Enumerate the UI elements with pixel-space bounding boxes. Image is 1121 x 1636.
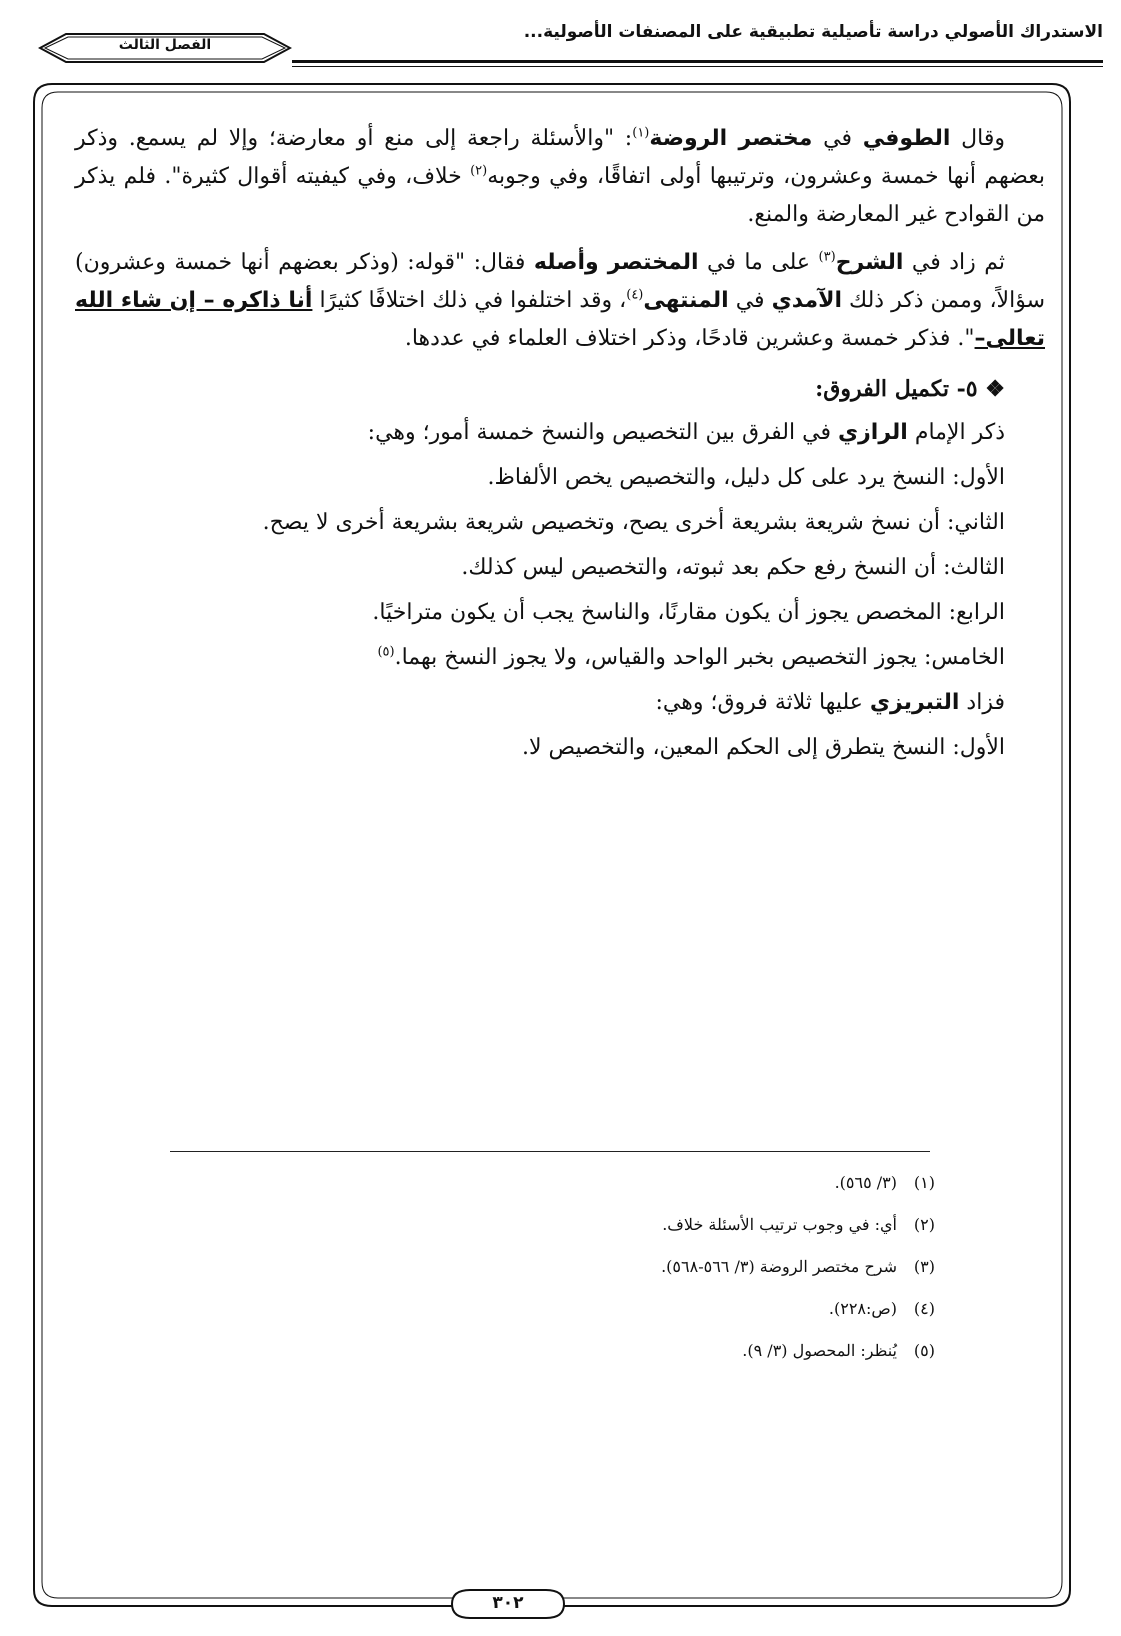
footnote-item: (٥)يُنظر: المحصول (٣/ ٩). (742, 1341, 935, 1360)
running-title: الاستدراك الأصولي دراسة تأصيلية تطبيقية على المصنفات الأصولية... (523, 22, 1103, 42)
list-item: الأول: النسخ يتطرق إلى الحكم المعين، والتخصيص لا. (521, 735, 1005, 760)
footnote-separator (170, 1151, 930, 1152)
footnote-item: (١)(٣/ ٥٦٥). (834, 1173, 935, 1192)
paragraph-razi: ذكر الإمام الرازي في الفرق بين التخصيص والنسخ خمسة أمور؛ وهي: (367, 420, 1005, 445)
page-number: ٣٠٢ (492, 1593, 524, 1613)
footnote-ref-2[interactable]: (٢) (470, 163, 488, 179)
header-rule-thin (292, 66, 1103, 67)
footnotes (100, 1172, 935, 1382)
footnote-ref-3[interactable]: (٣) (818, 249, 836, 265)
list-item: فزاد التبريزي عليها ثلاثة فروق؛ وهي: (655, 690, 1005, 715)
footnote-item: (٤)(ص:٢٢٨). (828, 1299, 935, 1318)
footnote-item: (٣)شرح مختصر الروضة (٣/ ٥٦٦-٥٦٨). (661, 1257, 935, 1276)
footnote-ref-1[interactable]: (١) (632, 125, 650, 141)
page-body (75, 120, 1045, 774)
header-rule (292, 60, 1103, 63)
list-item: الأول: النسخ يرد على كل دليل، والتخصيص يخص الألفاظ. (487, 465, 1005, 490)
paragraph-tufi: وقال الطوفي في مختصر الروضة$^{(١)}$: "والأسئلة راجعة إلى منع أو معارضة؛ وإلا لم يسمع. وذكر بعضهم أنها خمسة وعشرون، وترتيبها أولى اتفاقًا، وفي وجوبه$^{(٢)}$ خلاف، وفي كيفيته أقوال كثيرة". فلم يذكر من القوادح غير المعارضة والمنع. (75, 125, 1045, 227)
list-item: الثالث: أن النسخ رفع حكم بعد ثبوته، والتخصيص ليس كذلك. (461, 555, 1005, 580)
footnote-ref-4[interactable]: (٤) (626, 287, 644, 303)
footnote-ref-5[interactable]: (٥) (377, 644, 395, 660)
list-item: الخامس: يجوز التخصيص بخبر الواحد والقياس، ولا يجوز النسخ بهما.$^{(٥)}$ (377, 644, 1005, 670)
footnote-item: (٢)أي: في وجوب ترتيب الأسئلة خلاف. (662, 1215, 935, 1234)
underlined-phrase: أنا ذاكره – إن شاء الله تعالى– (75, 288, 1045, 351)
list-item: الثاني: أن نسخ شريعة بشريعة أخرى يصح، وتخصيص شريعة بشريعة أخرى لا يصح. (262, 510, 1005, 535)
section-heading: ❖ ٥- تكميل الفروق: (815, 376, 1005, 402)
list-item: الرابع: المخصص يجوز أن يكون مقارنًا، والناسخ يجب أن يكون متراخيًا. (372, 600, 1005, 625)
chapter-tab (38, 30, 292, 66)
paragraph-sharh: ثم زاد في الشرح$^{(٣)}$ على ما في المختصر وأصله فقال: "قوله: (وذكر بعضهم أنها خمسة وعشرون) سؤالاً، وممن ذكر ذلك الآمدي في المنتهى$^{(٤)}$، وقد اختلفوا في ذلك اختلافًا كثيرًا أنا ذاكره – إن شاء الله تعالى–". فذكر خمسة وعشرين قادحًا، وذكر اختلاف العلماء في عددها. (75, 249, 1046, 351)
chapter-label: الفصل الثالث (118, 37, 212, 53)
